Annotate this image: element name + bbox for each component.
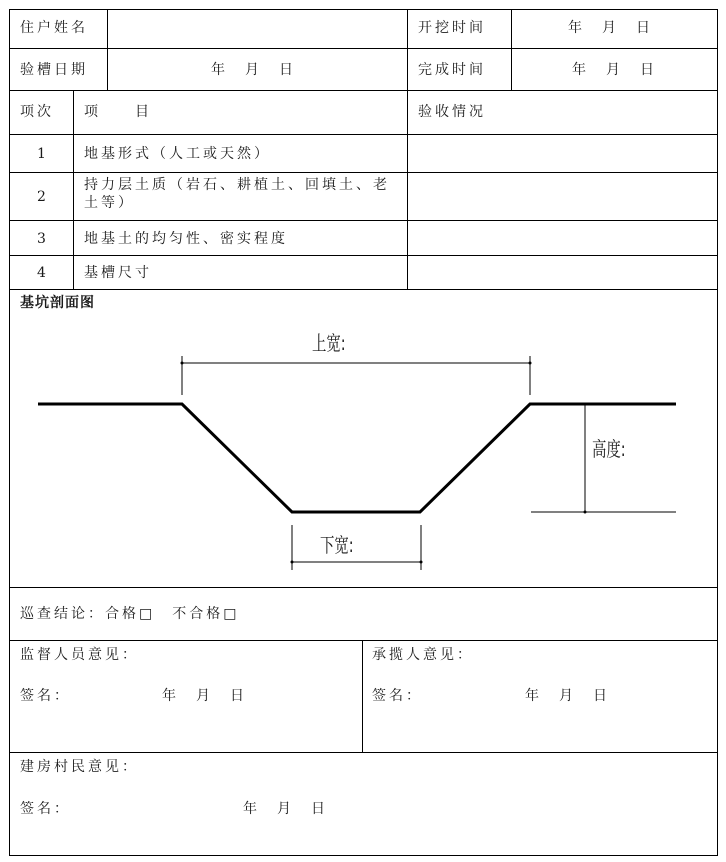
row-divider-6 bbox=[9, 255, 718, 256]
inspection-date-label: 验槽日期 bbox=[20, 62, 88, 78]
row-1-no: 1 bbox=[37, 146, 49, 162]
supervisor-sign-date: 年 月 日 bbox=[162, 688, 247, 704]
row-2-no: 2 bbox=[37, 189, 49, 205]
row-divider-9 bbox=[9, 640, 718, 641]
top-width-label: 上宽: bbox=[312, 331, 346, 355]
row-divider-5 bbox=[9, 220, 718, 221]
dig-time-value: 年 月 日 bbox=[568, 20, 653, 36]
table-border-bottom bbox=[9, 855, 718, 856]
pit-profile-line bbox=[38, 404, 676, 512]
row-3-item: 地基土的均匀性、密实程度 bbox=[84, 231, 288, 247]
row-4-no: 4 bbox=[37, 265, 49, 281]
bottom-width-label: 下宽: bbox=[320, 533, 354, 557]
contractor-sign-label: 签名： bbox=[372, 688, 423, 704]
col-header-item: 项 目 bbox=[84, 104, 152, 120]
row-1-item: 地基形式（人工或天然） bbox=[84, 146, 271, 162]
row-divider-1 bbox=[9, 48, 718, 49]
builder-sign-label: 签名： bbox=[20, 801, 71, 817]
row-4-item: 基槽尺寸 bbox=[84, 265, 152, 281]
col-divider-mid bbox=[407, 9, 408, 290]
inspection-conclusion: 巡查结论：合格□ 不合格□ bbox=[20, 606, 240, 622]
table-border-top bbox=[9, 9, 718, 10]
col-divider-date bbox=[511, 9, 512, 90]
col-divider-no bbox=[73, 90, 74, 290]
row-divider-2 bbox=[9, 90, 718, 91]
contractor-opinion-label: 承揽人意见： bbox=[372, 647, 474, 663]
section-title: 基坑剖面图 bbox=[20, 295, 95, 311]
height-label: 高度: bbox=[592, 437, 626, 461]
contractor-sign-date: 年 月 日 bbox=[525, 688, 610, 704]
row-3-no: 3 bbox=[37, 231, 49, 247]
completion-time-label: 完成时间 bbox=[418, 62, 486, 78]
row-divider-3 bbox=[9, 134, 718, 135]
row-divider-4 bbox=[9, 172, 718, 173]
inspection-date-value: 年 月 日 bbox=[211, 62, 296, 78]
supervisor-opinion-label: 监督人员意见： bbox=[20, 647, 139, 663]
col-divider-name bbox=[107, 9, 108, 90]
dig-time-label: 开挖时间 bbox=[418, 20, 486, 36]
col-header-result: 验收情况 bbox=[418, 104, 486, 120]
row-divider-10 bbox=[9, 752, 718, 753]
col-divider-opinion bbox=[362, 640, 363, 752]
completion-time-value: 年 月 日 bbox=[572, 62, 657, 78]
col-header-no: 项次 bbox=[20, 104, 54, 120]
resident-name-label: 住户姓名 bbox=[20, 20, 88, 36]
supervisor-sign-label: 签名： bbox=[20, 688, 71, 704]
row-2-item: 持力层土质（岩石、耕植土、回填土、老土等） bbox=[84, 177, 390, 211]
builder-opinion-label: 建房村民意见： bbox=[20, 759, 139, 775]
builder-sign-date: 年 月 日 bbox=[243, 801, 328, 817]
